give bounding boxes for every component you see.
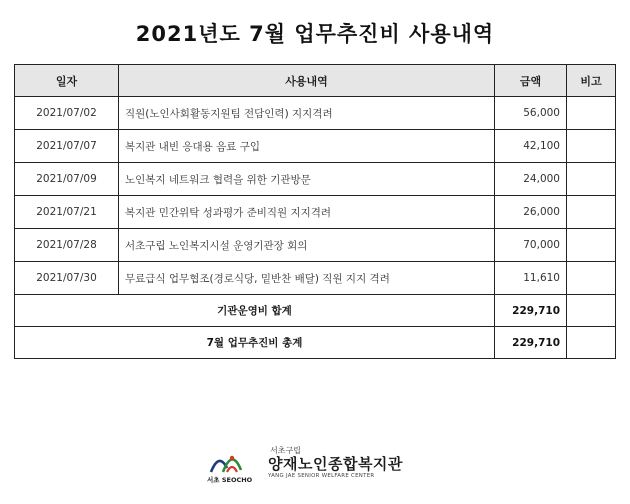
- row-amount: 26,000: [495, 196, 567, 229]
- row-note: [567, 229, 616, 262]
- row-amount: 56,000: [495, 97, 567, 130]
- row-date: 2021/07/21: [15, 196, 119, 229]
- total-label: 7월 업무추진비 총계: [15, 327, 495, 359]
- row-amount: 24,000: [495, 163, 567, 196]
- row-description: 복지관 내빈 응대용 음료 구입: [119, 130, 495, 163]
- table-row: [15, 130, 616, 163]
- row-date: 2021/07/07: [15, 130, 119, 163]
- table-row: [15, 262, 616, 295]
- row-amount: 11,610: [495, 262, 567, 295]
- header-note: 비고: [567, 65, 616, 97]
- table-row: [15, 229, 616, 262]
- header-description: 사용내역: [119, 65, 495, 97]
- header-amount: 금액: [495, 65, 567, 97]
- row-date: 2021/07/28: [15, 229, 119, 262]
- footer-logo: [205, 446, 425, 486]
- center-english-name: YANG JAE SENIOR WELFARE CENTER: [268, 473, 375, 479]
- total-amount: 229,710: [495, 327, 567, 359]
- table-row: [15, 196, 616, 229]
- total-note: [567, 327, 616, 359]
- expense-table: [14, 64, 616, 359]
- row-description: 노인복지 네트워크 협력을 위한 기관방문: [119, 163, 495, 196]
- row-note: [567, 196, 616, 229]
- row-note: [567, 262, 616, 295]
- row-description: 직원(노인사회활동지원팀 전담인력) 지지격려: [119, 97, 495, 130]
- header-date: 일자: [15, 65, 119, 97]
- table-row: [15, 97, 616, 130]
- row-note: [567, 163, 616, 196]
- subtotal-row: [15, 295, 616, 327]
- row-description: 복지관 민간위탁 성과평가 준비직원 지지격려: [119, 196, 495, 229]
- subtotal-note: [567, 295, 616, 327]
- row-date: 2021/07/30: [15, 262, 119, 295]
- subtotal-amount: 229,710: [495, 295, 567, 327]
- row-description: 무료급식 업무협조(경로식당, 밑반찬 배달) 직원 지지 격려: [119, 262, 495, 295]
- center-name-block: [268, 446, 428, 480]
- district-label: 서초 SEOCHO: [207, 476, 253, 484]
- table-header-row: [15, 65, 616, 97]
- row-note: [567, 130, 616, 163]
- row-amount: 42,100: [495, 130, 567, 163]
- row-note: [567, 97, 616, 130]
- center-sub-label: 서초구립: [270, 446, 301, 455]
- table-row: [15, 163, 616, 196]
- row-date: 2021/07/02: [15, 97, 119, 130]
- row-amount: 70,000: [495, 229, 567, 262]
- row-description: 서초구립 노인복지시설 운영기관장 회의: [119, 229, 495, 262]
- subtotal-label: 기관운영비 합계: [15, 295, 495, 327]
- total-row: [15, 327, 616, 359]
- page-title: 2021년도 7월 업무추진비 사용내역: [135, 22, 495, 46]
- row-date: 2021/07/09: [15, 163, 119, 196]
- center-name: 양재노인종합복지관: [268, 455, 403, 473]
